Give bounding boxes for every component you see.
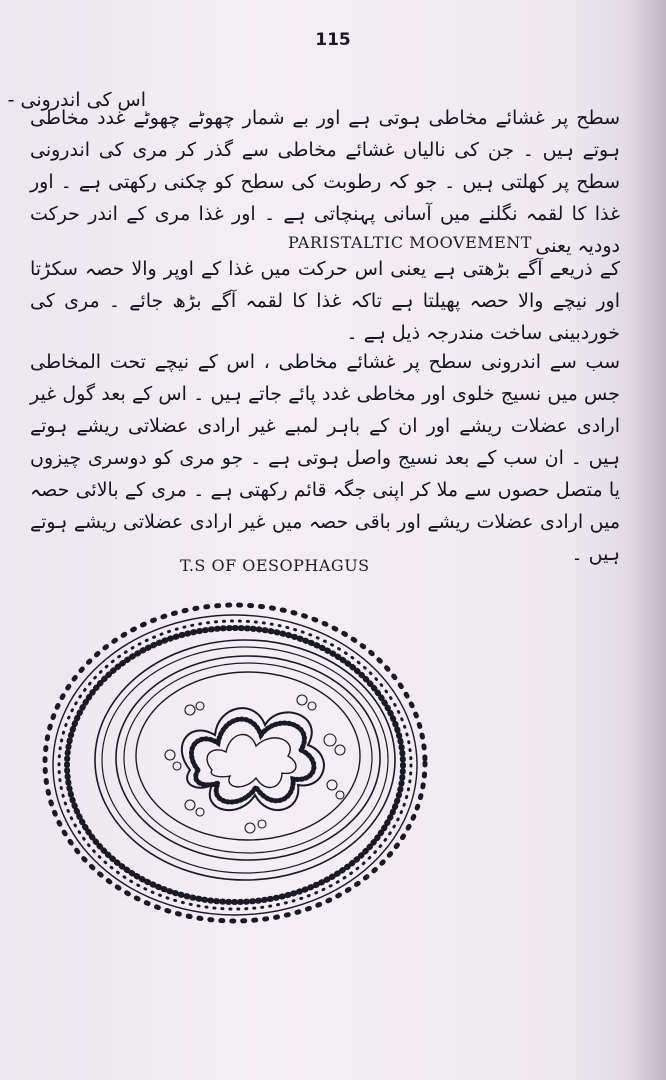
diagram-caption: T.S OF OESOPHAGUS [180, 556, 370, 575]
section-heading: اس کی اندرونی - [7, 89, 146, 111]
page-spine-shadow [628, 0, 666, 1080]
submucosa-boundary [136, 672, 360, 840]
circular-muscle-layer [116, 656, 380, 860]
paragraph-mucosa: سطح پر غشائے مخاطی ہوتی ہے اور بے شمار چھوٹے چھوٹے غدد مخاطی ہوتے ہیں ۔ جن کی نالیاں غشائے مخاطی سے گذر کر مری کی اندرونی سطح پر کھلتی ہیں ۔ جو کہ رطوبت کی سطح کو چکنی رکھتی ہے ۔ اور غذا کا لقمہ نگلنے میں آسانی پہنچاتی ہے ۔ اور غذا مری کے اندر حرکت دودیہ یعنی [30, 107, 620, 257]
oesophagus-cross-section-drawing [40, 580, 440, 940]
longitudinal-muscle-layer [95, 640, 395, 880]
adventitia-dotted-band [67, 628, 403, 902]
adventitia-outline [53, 615, 417, 915]
page-number: 115 [315, 30, 351, 50]
paragraph-microscopic-structure: سب سے اندرونی سطح پر غشائے مخاطی ، اس کے نیچے تحت المخاطی جس میں نسیج خلوی اور مخاطی غدد پائے جاتے ہیں ۔ اس کے بعد گول غیر ارادی عضلات ریشے اور ان کے باہر لمبے غیر ارادی عضلاتی ریشے ہوتے ہیں ۔ ان سب کے بعد نسیج واصل ہوتی ہے ۔ جو مری کو دوسری چیزوں یا متصل حصوں سے ملا کر اپنی جگہ قائم رکھتی ہے ۔ مری کے بالائی حصہ میں ارادی عضلات ریشے اور باقی حصہ میں غیر ارادی عضلاتی ریشے ہوتے ہیں ۔ [30, 351, 620, 565]
paragraph-peristalsis: کے ذریعے آگے بڑھتی ہے یعنی اس حرکت میں غذا کے اوپر والا حصہ سکڑتا اور نیچے والا حصہ پھیلتا ہے تاکہ غذا کا لقمہ آگے بڑھ جائے ۔ مری کی خوردبینی ساخت مندرجہ ذیل ہے ۔ [30, 258, 620, 344]
peristaltic-movement-caption: PARISTALTIC MOOVEMENT [288, 233, 532, 252]
